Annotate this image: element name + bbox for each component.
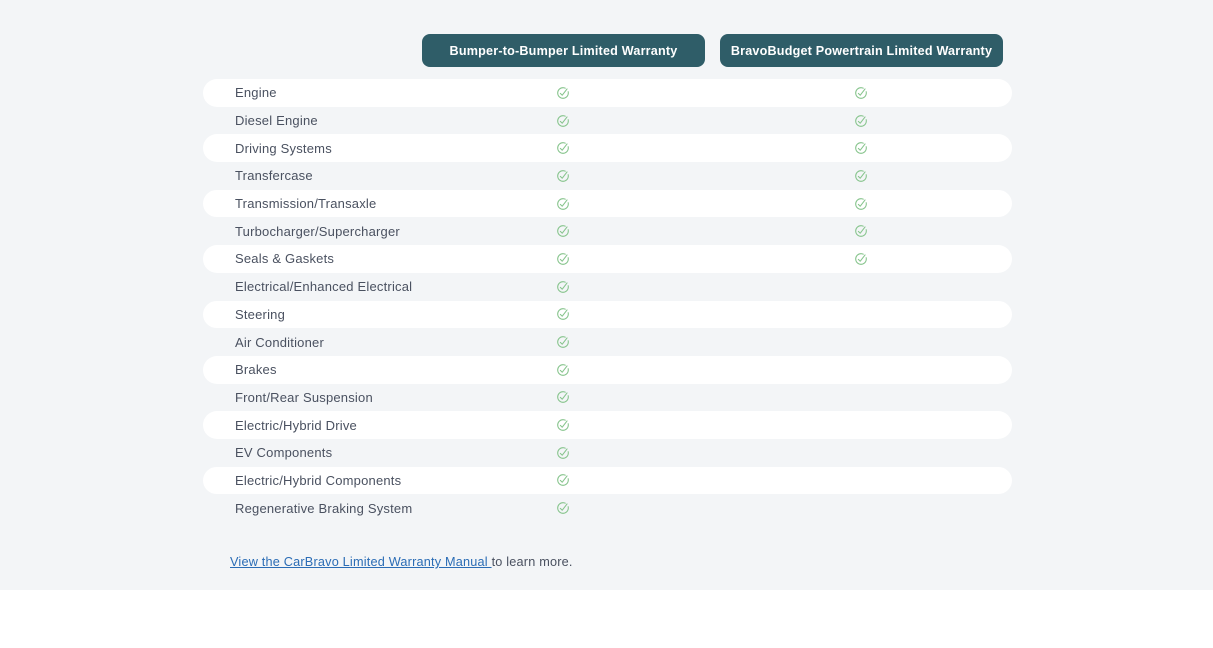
warranty-rows xyxy=(203,79,1012,522)
check-circle-icon xyxy=(556,169,570,183)
check-circle-icon xyxy=(556,252,570,266)
table-row xyxy=(203,467,1012,495)
row-label: Steering xyxy=(235,306,286,322)
row-label: Electrical/Enhanced Electrical xyxy=(235,279,413,295)
row-label: Driving Systems xyxy=(235,140,332,156)
table-row xyxy=(203,245,1012,273)
check-circle-icon xyxy=(556,363,570,377)
check-circle-icon xyxy=(556,446,570,460)
check-circle-icon xyxy=(556,280,570,294)
check-circle-icon xyxy=(854,252,868,266)
row-label: Transfercase xyxy=(235,168,313,184)
table-row xyxy=(203,384,1012,412)
row-label: Front/Rear Suspension xyxy=(235,389,373,405)
column-header-bumper-to-bumper: Bumper-to-Bumper Limited Warranty xyxy=(422,34,705,67)
check-circle-icon xyxy=(854,224,868,238)
row-label: EV Components xyxy=(235,445,333,461)
warranty-manual-link[interactable]: View the CarBravo Limited Warranty Manual xyxy=(230,555,492,569)
check-circle-icon xyxy=(556,418,570,432)
table-row xyxy=(203,439,1012,467)
check-circle-icon xyxy=(854,114,868,128)
column-header-bravobudget-powertrain: BravoBudget Powertrain Limited Warranty xyxy=(720,34,1003,67)
check-circle-icon xyxy=(556,86,570,100)
row-label: Diesel Engine xyxy=(235,113,318,129)
check-circle-icon xyxy=(556,501,570,515)
table-row xyxy=(203,328,1012,356)
check-circle-icon xyxy=(556,390,570,404)
table-row xyxy=(203,162,1012,190)
table-row xyxy=(203,134,1012,162)
table-row xyxy=(203,190,1012,218)
table-row xyxy=(203,79,1012,107)
check-circle-icon xyxy=(556,473,570,487)
row-label: Electric/Hybrid Drive xyxy=(235,417,357,433)
row-label: Seals & Gaskets xyxy=(235,251,335,267)
row-label: Air Conditioner xyxy=(235,334,324,350)
check-circle-icon xyxy=(854,197,868,211)
table-row xyxy=(203,217,1012,245)
check-circle-icon xyxy=(556,307,570,321)
table-row xyxy=(203,107,1012,135)
check-circle-icon xyxy=(556,197,570,211)
table-row xyxy=(203,301,1012,329)
check-circle-icon xyxy=(854,86,868,100)
check-circle-icon xyxy=(556,141,570,155)
check-circle-icon xyxy=(556,224,570,238)
row-label: Regenerative Braking System xyxy=(235,500,413,516)
check-circle-icon xyxy=(556,335,570,349)
check-circle-icon xyxy=(854,169,868,183)
table-row xyxy=(203,273,1012,301)
table-row xyxy=(203,494,1012,522)
table-row xyxy=(203,411,1012,439)
table-row xyxy=(203,356,1012,384)
row-label: Electric/Hybrid Components xyxy=(235,472,402,488)
column-headers xyxy=(422,34,1003,67)
warranty-manual-note xyxy=(230,555,573,569)
row-label: Brakes xyxy=(235,362,277,378)
row-label: Transmission/Transaxle xyxy=(235,196,377,212)
warranty-manual-note-suffix: to learn more. xyxy=(491,555,573,569)
row-label: Engine xyxy=(235,85,277,101)
check-circle-icon xyxy=(556,114,570,128)
row-label: Turbocharger/Supercharger xyxy=(235,223,400,239)
check-circle-icon xyxy=(854,141,868,155)
